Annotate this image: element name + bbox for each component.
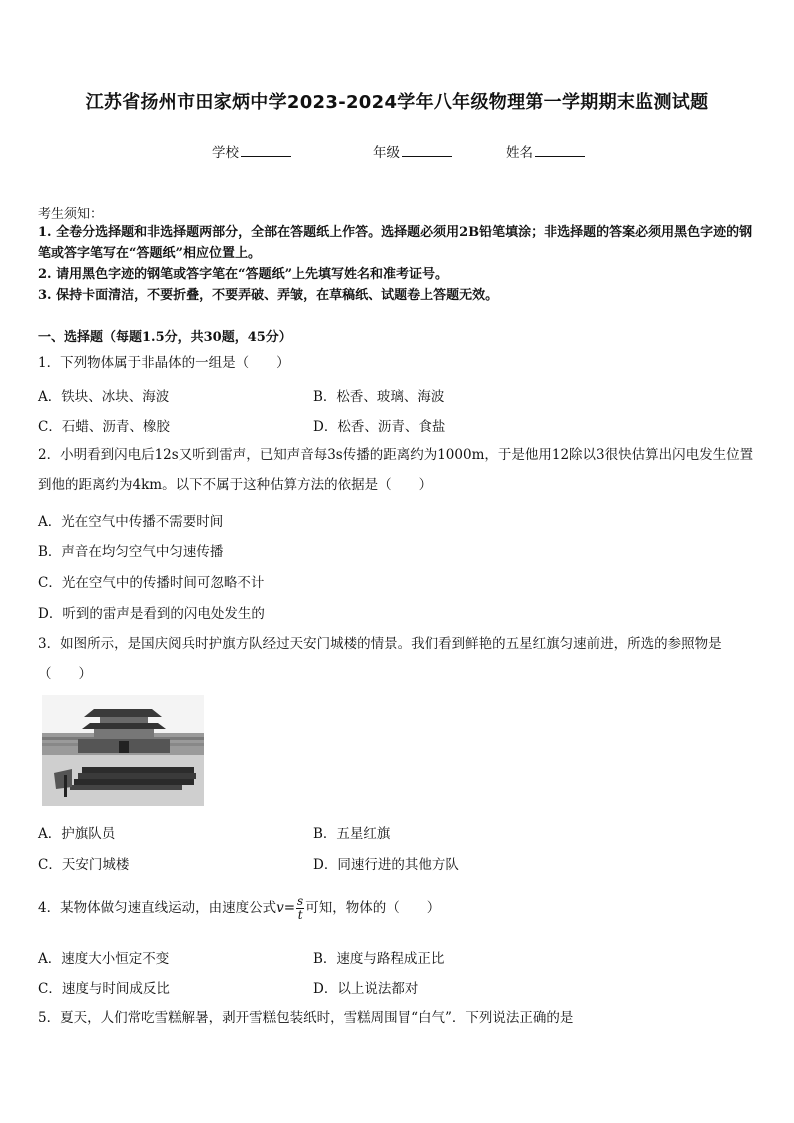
notice-item-3: 3. 保持卡面清洁，不要折叠，不要弄破、弄皱，在草稿纸、试题卷上答题无效。 [38, 288, 499, 303]
grade-field [373, 141, 452, 161]
q3-option-c: C．天安门城楼 [38, 857, 130, 873]
name-field [506, 141, 585, 161]
q4-formula-numerator: s [297, 894, 304, 908]
question-2-stem: 2．小明看到闪电后12s又听到雷声，已知声音每3s传播的距离约为1000m，于是他用12除以3很快估算出闪电发生位置到他的距离约为4km。以下不属于这种估算方法的依据是（ ） [38, 447, 754, 493]
question-4-stem [38, 893, 760, 923]
q2-option-b: B．声音在均匀空气中匀速传播 [38, 544, 224, 560]
notice-item-1: 1. 全卷分选择题和非选择题两部分，全部在答题纸上作答。选择题必须用2B铅笔填涂；非选择题的答案必须用黑色字迹的钢笔或答字笔写在“答题纸”相应位置上。 [38, 225, 753, 261]
q1-option-a: A．铁块、冰块、海波 [38, 389, 170, 405]
q1-option-c: C．石蜡、沥青、橡胶 [38, 419, 170, 435]
school-field [212, 141, 291, 161]
name-blank [535, 142, 585, 157]
name-label: 姓名 [506, 145, 533, 161]
section-title: 一、选择题（每题1.5分，共30题，45分） [38, 330, 292, 345]
grade-label: 年级 [373, 145, 400, 161]
q4-formula-fraction [296, 895, 304, 922]
q4-formula-v: v= [276, 900, 296, 916]
grade-blank [402, 142, 452, 157]
q4-option-b: B．速度与路程成正比 [313, 951, 445, 967]
notice-heading: 考生须知： [38, 207, 104, 222]
school-blank [241, 142, 291, 157]
school-label: 学校 [212, 145, 239, 161]
q4-formula-denominator: t [297, 908, 303, 922]
q4-option-a: A．速度大小恒定不变 [38, 951, 170, 967]
q3-option-a: A．护旗队员 [38, 826, 116, 842]
q2-option-c: C．光在空气中的传播时间可忽略不计 [38, 575, 265, 591]
q4-stem-after: 可知，物体的（ ） [305, 900, 441, 916]
exam-title: 江苏省扬州市田家炳中学2023-2024学年八年级物理第一学期期末监测试题 [85, 92, 709, 113]
q2-option-d: D．听到的雷声是看到的闪电处发生的 [38, 606, 265, 622]
q2-option-a: A．光在空气中传播不需要时间 [38, 514, 224, 530]
q3-option-b: B．五星红旗 [313, 826, 391, 842]
question-1-stem: 1．下列物体属于非晶体的一组是（ ） [38, 355, 290, 371]
tiananmen-parade-photo [42, 695, 204, 806]
q1-option-d: D．松香、沥青、食盐 [313, 419, 446, 435]
q4-option-c: C．速度与时间成反比 [38, 981, 170, 997]
q4-option-d: D．以上说法都对 [313, 981, 419, 997]
question-3-stem: 3．如图所示，是国庆阅兵时护旗方队经过天安门城楼的情景。我们看到鲜艳的五星红旗匀速前进，所选的参照物是（ ） [38, 636, 722, 682]
question-5-stem: 5．夏天，人们常吃雪糕解暑，剥开雪糕包装纸时，雪糕周围冒“白气”．下列说法正确的是 [38, 1010, 574, 1026]
notice-item-2: 2. 请用黑色字迹的钢笔或答字笔在“答题纸”上先填写姓名和准考证号。 [38, 267, 449, 282]
q1-option-b: B．松香、玻璃、海波 [313, 389, 445, 405]
q3-option-d: D．同速行进的其他方队 [313, 857, 459, 873]
q4-stem-before: 4．某物体做匀速直线运动，由速度公式 [38, 900, 277, 916]
